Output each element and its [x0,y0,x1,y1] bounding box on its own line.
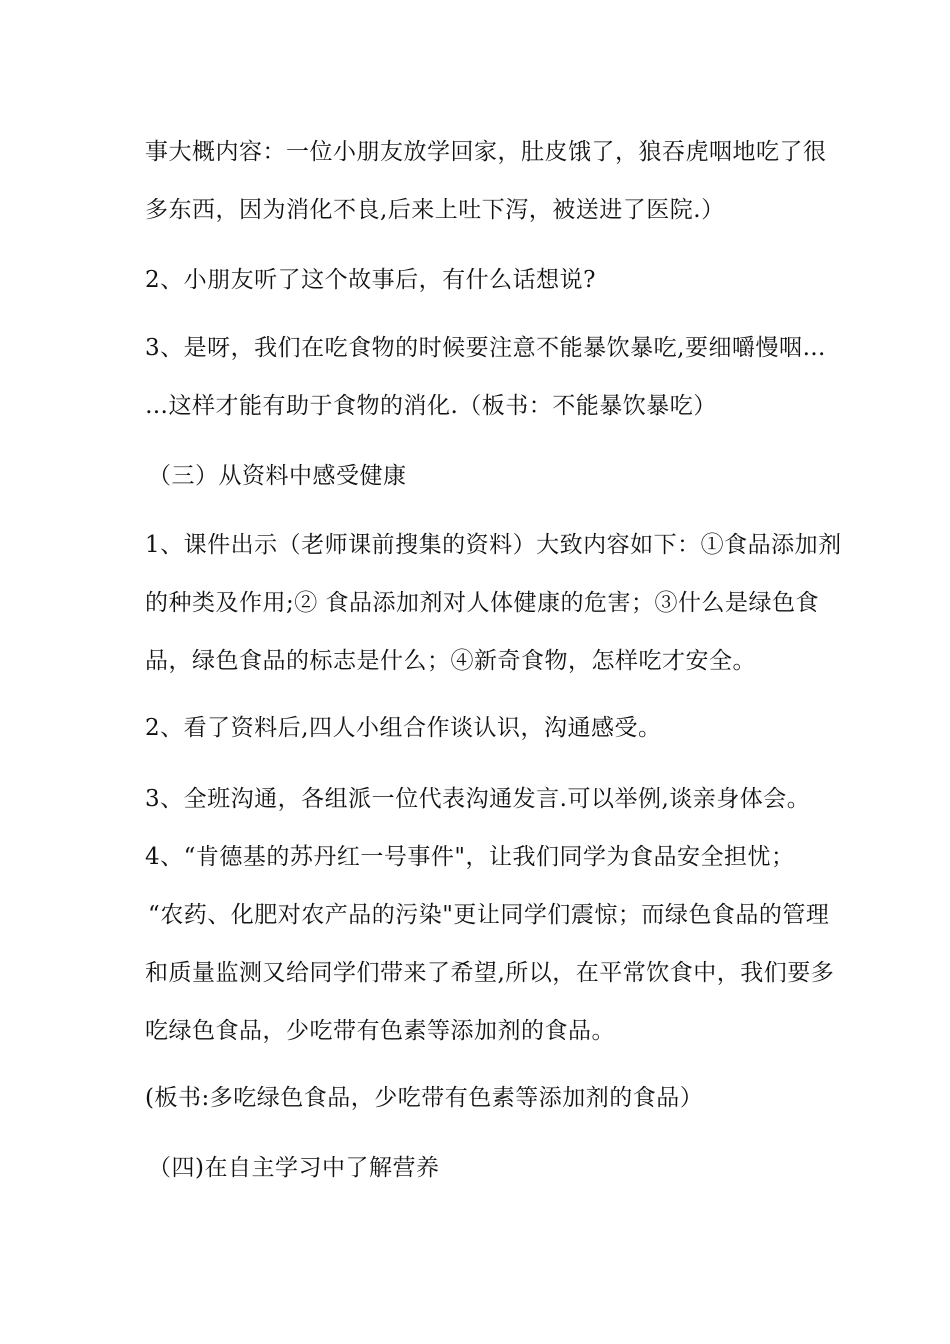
text-line: 3、是呀，我们在吃食物的时候要注意不能暴饮暴吃,要细嚼慢咽… [145,335,826,361]
section-heading: （三）从资料中感受健康 [148,463,407,489]
section-heading: （四)在自主学习中了解营养 [148,1155,440,1181]
text-line: 1、课件出示（老师课前搜集的资料）大致内容如下：①食品添加剂 [145,532,842,558]
text-line: 品，绿色食品的标志是什么；④新奇食物，怎样吃才安全。 [145,648,756,674]
text-line: 和质量监测又给同学们带来了希望,所以，在平常饮食中，我们要多 [145,960,835,986]
text-line: 2、看了资料后,四人小组合作谈认识，沟通感受。 [145,715,662,741]
text-line: 吃绿色食品，少吃带有色素等添加剂的食品。 [145,1018,615,1044]
text-line: …这样才能有助于食物的消化.（板书：不能暴饮暴吃） [145,393,717,419]
text-line: 事大概内容：一位小朋友放学回家，肚皮饿了，狼吞虎咽地吃了很 [145,139,827,165]
text-line: 4、“肯德基的苏丹红一号事件"，让我们同学为食品安全担忧； [145,844,795,870]
text-line: 多东西，因为消化不良,后来上吐下泻，被送进了医院.） [145,197,725,223]
text-line: 的种类及作用;② 食品添加剂对人体健康的危害；③什么是绿色食 [145,590,820,616]
text-line: 3、全班沟通，各组派一位代表沟通发言.可以举例,谈亲身体会。 [145,786,811,812]
text-line: “农药、化肥对农产品的污染"更让同学们震惊；而绿色食品的管理 [148,902,830,928]
board-note: (板书:多吃绿色食品，少吃带有色素等添加剂的食品） [145,1085,704,1111]
text-line: 2、小朋友听了这个故事后，有什么话想说? [145,267,596,293]
